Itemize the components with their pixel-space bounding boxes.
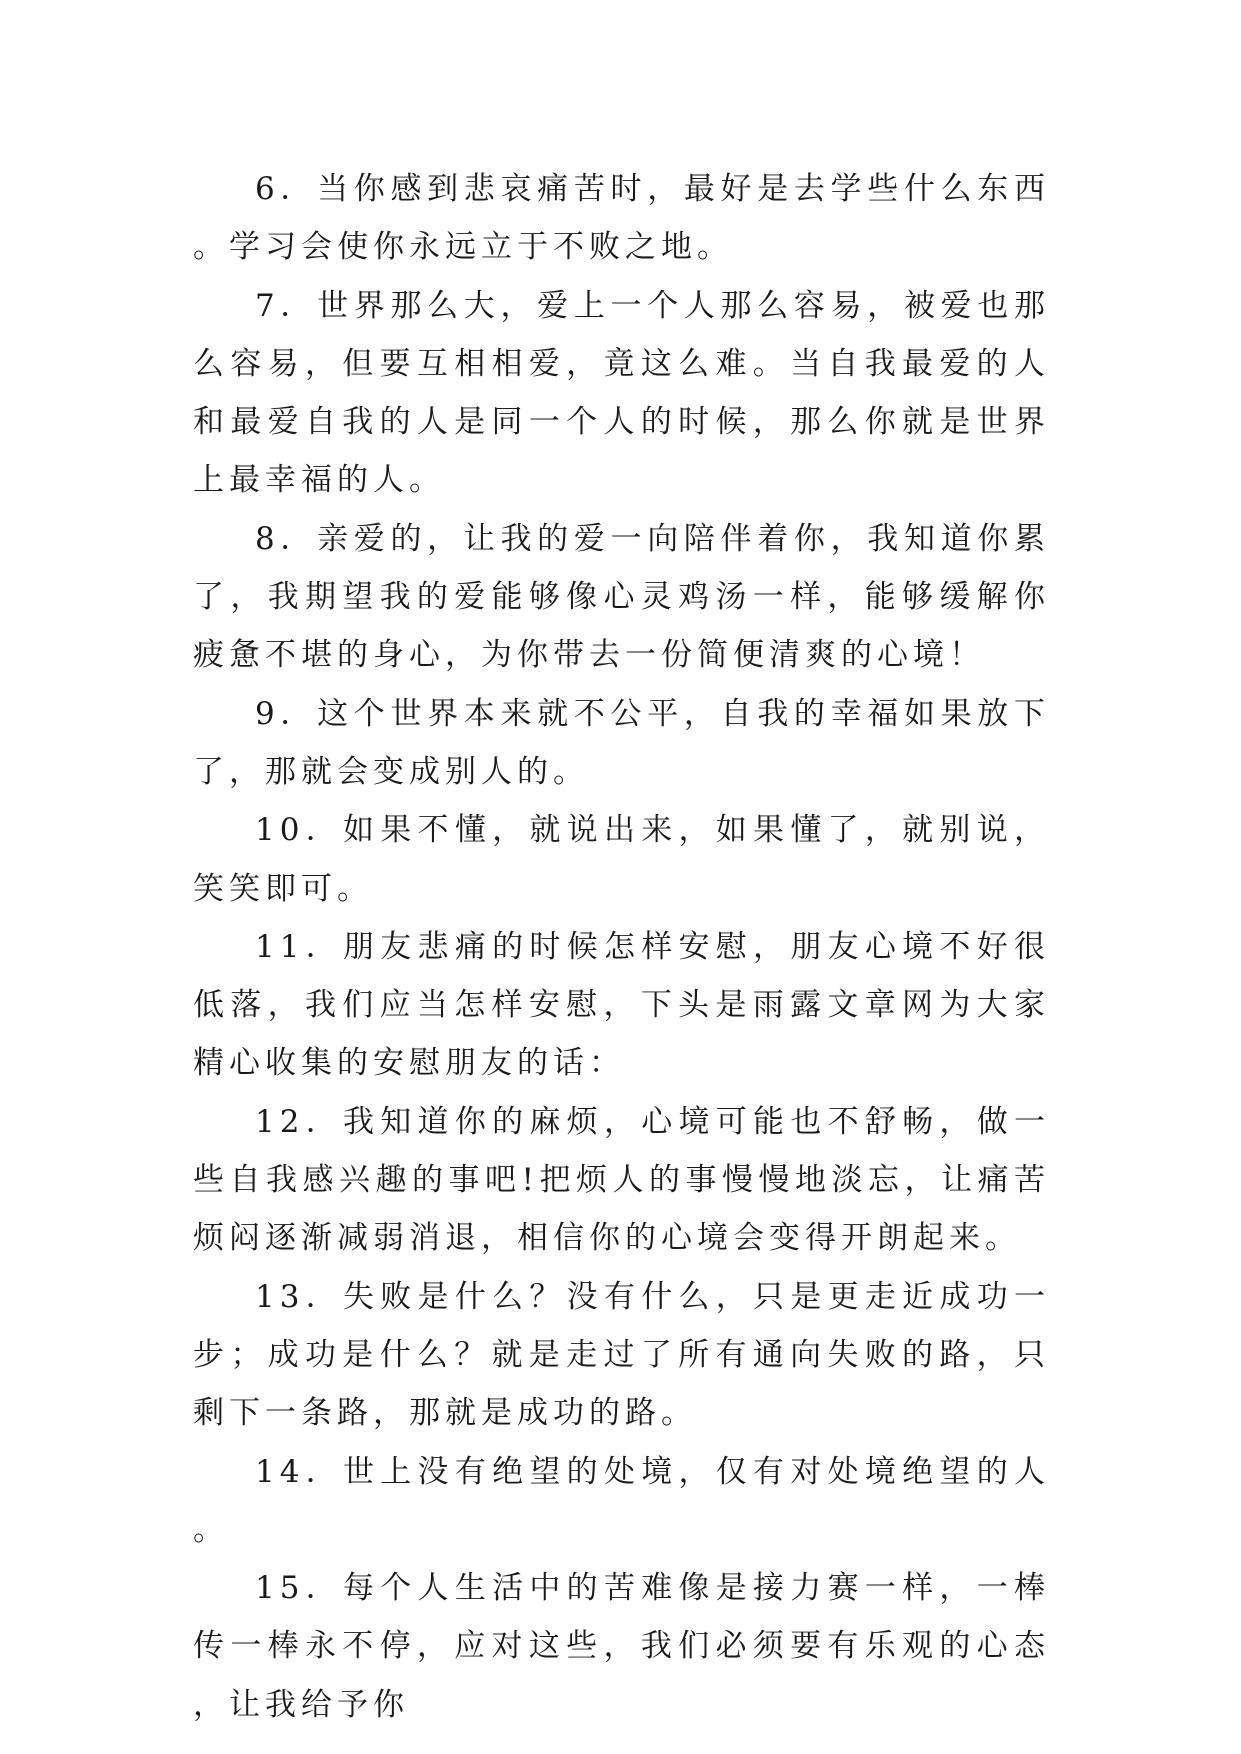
paragraph-13: 13．失败是什么？没有什么，只是更走近成功一步；成功是什么？就是走过了所有通向失败的路，只剩下一条路，那就是成功的路。 <box>193 1278 1050 1432</box>
paragraph-6: 6．当你感到悲哀痛苦时，最好是去学些什么东西。学习会使你永远立于不败之地。 <box>193 171 1050 266</box>
paragraph-15: 15．每个人生活中的苦难像是接力赛一样，一棒传一棒永不停，应对这些，我们必须要有乐观的心态，让我给予你 <box>193 1570 1050 1723</box>
paragraph-7: 7．世界那么大，爱上一个人那么容易，被爱也那么容易，但要互相相爱，竟这么难。当自我最爱的人和最爱自我的人是同一个人的时候，那么你就是世界上最幸福的人。 <box>193 287 1050 499</box>
paragraph-8: 8．亲爱的，让我的爱一向陪伴着你，我知道你累了，我期望我的爱能够像心灵鸡汤一样，能够缓解你疲惫不堪的身心，为你带去一份简便清爽的心境！ <box>193 520 1050 674</box>
paragraph-9: 9．这个世界本来就不公平，自我的幸福如果放下了，那就会变成别人的。 <box>193 695 1050 790</box>
document-body <box>193 160 1050 1734</box>
paragraph-14: 14．世上没有绝望的处境，仅有对处境绝望的人。 <box>193 1453 1050 1548</box>
paragraph-11: 11．朋友悲痛的时候怎样安慰，朋友心境不好很低落，我们应当怎样安慰，下头是雨露文章网为大家精心收集的安慰朋友的话： <box>193 928 1050 1082</box>
paragraph-12: 12．我知道你的麻烦，心境可能也不舒畅，做一些自我感兴趣的事吧!把烦人的事慢慢地淡忘，让痛苦烦闷逐渐减弱消退，相信你的心境会变得开朗起来。 <box>193 1103 1050 1257</box>
paragraph-10: 10．如果不懂，就说出来，如果懂了，就别说，笑笑即可。 <box>193 812 1050 907</box>
